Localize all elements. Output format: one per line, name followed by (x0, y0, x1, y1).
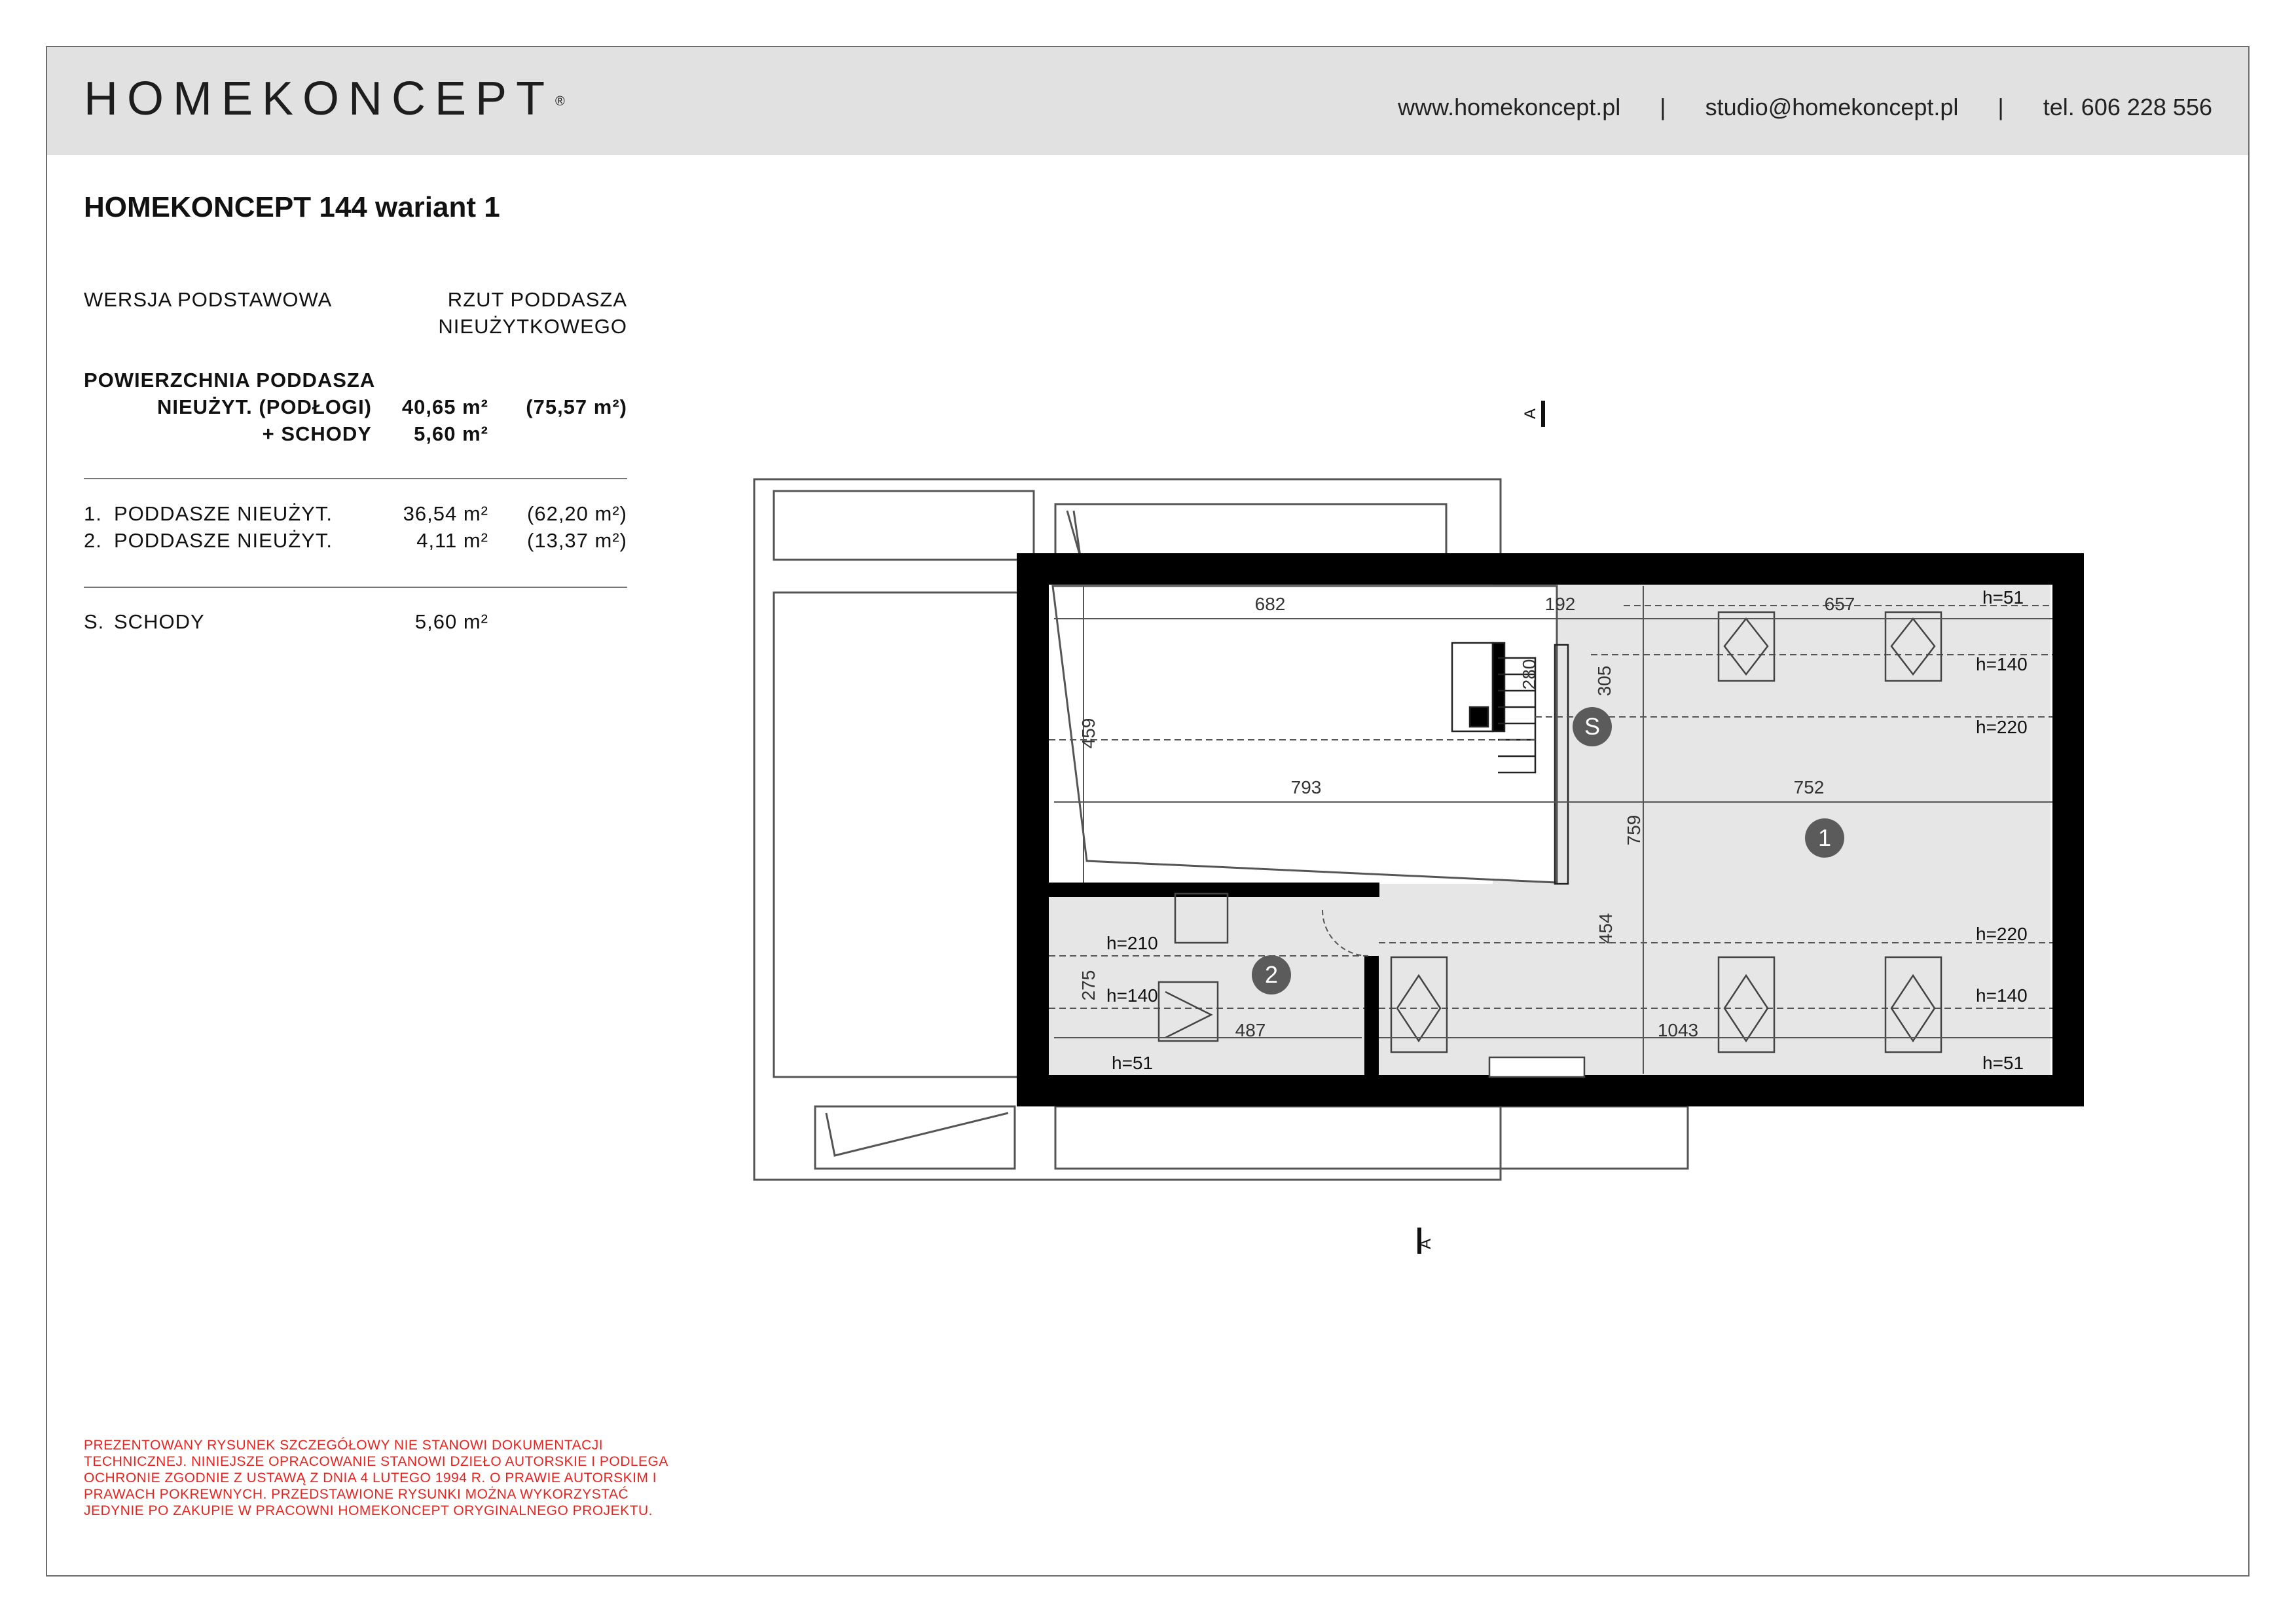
room-badge-2-label: 2 (1264, 961, 1279, 988)
dim-454: 454 (1595, 913, 1616, 944)
area-value-alt: (75,57 m²) (526, 395, 627, 418)
height-h210-room2: h=210 (1106, 933, 1158, 953)
room-1-number: 1. (84, 502, 102, 525)
dim-657: 657 (1824, 594, 1855, 614)
height-h51-bottom: h=51 (1982, 1053, 2024, 1073)
website-link[interactable]: www.homekoncept.pl (1398, 94, 1621, 120)
stairs-label: + SCHODY (262, 422, 372, 445)
brand-logo-text: HOMEKONCEPT (84, 73, 555, 125)
dim-752: 752 (1793, 777, 1825, 797)
copyright-disclaimer: PREZENTOWANY RYSUNEK SZCZEGÓŁOWY NIE STANOWI DOKUMENTACJI TECHNICZNEJ. NINIEJSZE OPRACOWANIE STANOWI DZIEŁO AUTORSKIE I PODLEGA OCHRONIE ZGODNIE Z USTAWĄ Z DNIA 4 LUTEGO 1994 R. O PRAWIE AUTORSKIM I PRAWACH POKREWNYCH. PRZEDSTAWIONE RYSUNKI MOŻNA WYKORZYSTAĆ JEDYNIE PO ZAKUPIE W PRACOWNI HOMEKONCEPT ORYGINALNEGO PROJEKTU. (84, 1438, 668, 1518)
section-label-bottom: A (1417, 1238, 1434, 1249)
area-label-line1: POWIERZCHNIA PODDASZA (84, 369, 376, 392)
separator: | (1997, 94, 2004, 120)
stairs-row-name: SCHODY (114, 610, 205, 633)
dim-275: 275 (1078, 970, 1099, 1001)
room-2-number: 2. (84, 529, 102, 552)
room-badge-1-label: 1 (1817, 824, 1832, 851)
height-h220-top: h=220 (1976, 717, 2028, 737)
dim-487: 487 (1235, 1020, 1266, 1040)
version-label: WERSJA PODSTAWOWA (84, 288, 333, 311)
room-1-name: PODDASZE NIEUŻYT. (114, 502, 333, 525)
email-link[interactable]: studio@homekoncept.pl (1705, 94, 1959, 120)
height-h51-room2: h=51 (1112, 1053, 1154, 1073)
view-title-line1: RZUT PODDASZA (447, 288, 627, 311)
opening-outline (1053, 586, 1557, 883)
room-1-area: 36,54 m² (403, 502, 488, 525)
room-2-area: 4,11 m² (416, 529, 488, 552)
height-h220-bottom: h=220 (1976, 924, 2028, 944)
dim-682: 682 (1254, 594, 1286, 614)
height-h51-top: h=51 (1982, 587, 2024, 608)
separator: | (1660, 94, 1666, 120)
height-h140-bottom: h=140 (1976, 985, 2028, 1006)
registered-mark: ® (555, 94, 565, 109)
dim-305: 305 (1594, 665, 1614, 697)
height-h140-top: h=140 (1976, 654, 2028, 674)
room-badge-s-label: S (1584, 713, 1601, 740)
section-label-top: A (1522, 408, 1539, 419)
height-h140-room2: h=140 (1106, 985, 1158, 1006)
dim-759: 759 (1624, 814, 1644, 846)
dim-1043: 1043 (1657, 1020, 1699, 1040)
room-1-area-alt: (62,20 m²) (527, 502, 627, 525)
phone-number[interactable]: tel. 606 228 556 (2043, 94, 2212, 120)
page-title: HOMEKONCEPT 144 wariant 1 (84, 191, 500, 223)
stairs-value: 5,60 m² (414, 422, 488, 445)
room-2-name: PODDASZE NIEUŻYT. (114, 529, 333, 552)
dim-793: 793 (1290, 777, 1322, 797)
stairs-row-area: 5,60 m² (414, 610, 488, 633)
view-title-line2: NIEUŻYTKOWEGO (438, 315, 627, 338)
area-value: 40,65 m² (401, 395, 488, 418)
dim-459: 459 (1078, 718, 1099, 749)
dim-280: 280 (1519, 659, 1539, 690)
dim-192: 192 (1544, 594, 1576, 614)
section-marker-top (1541, 401, 1545, 427)
stairs-row-number: S. (84, 610, 105, 633)
room-2-area-alt: (13,37 m²) (527, 529, 627, 552)
area-label-line2: NIEUŻYT. (PODŁOGI) (157, 395, 372, 418)
